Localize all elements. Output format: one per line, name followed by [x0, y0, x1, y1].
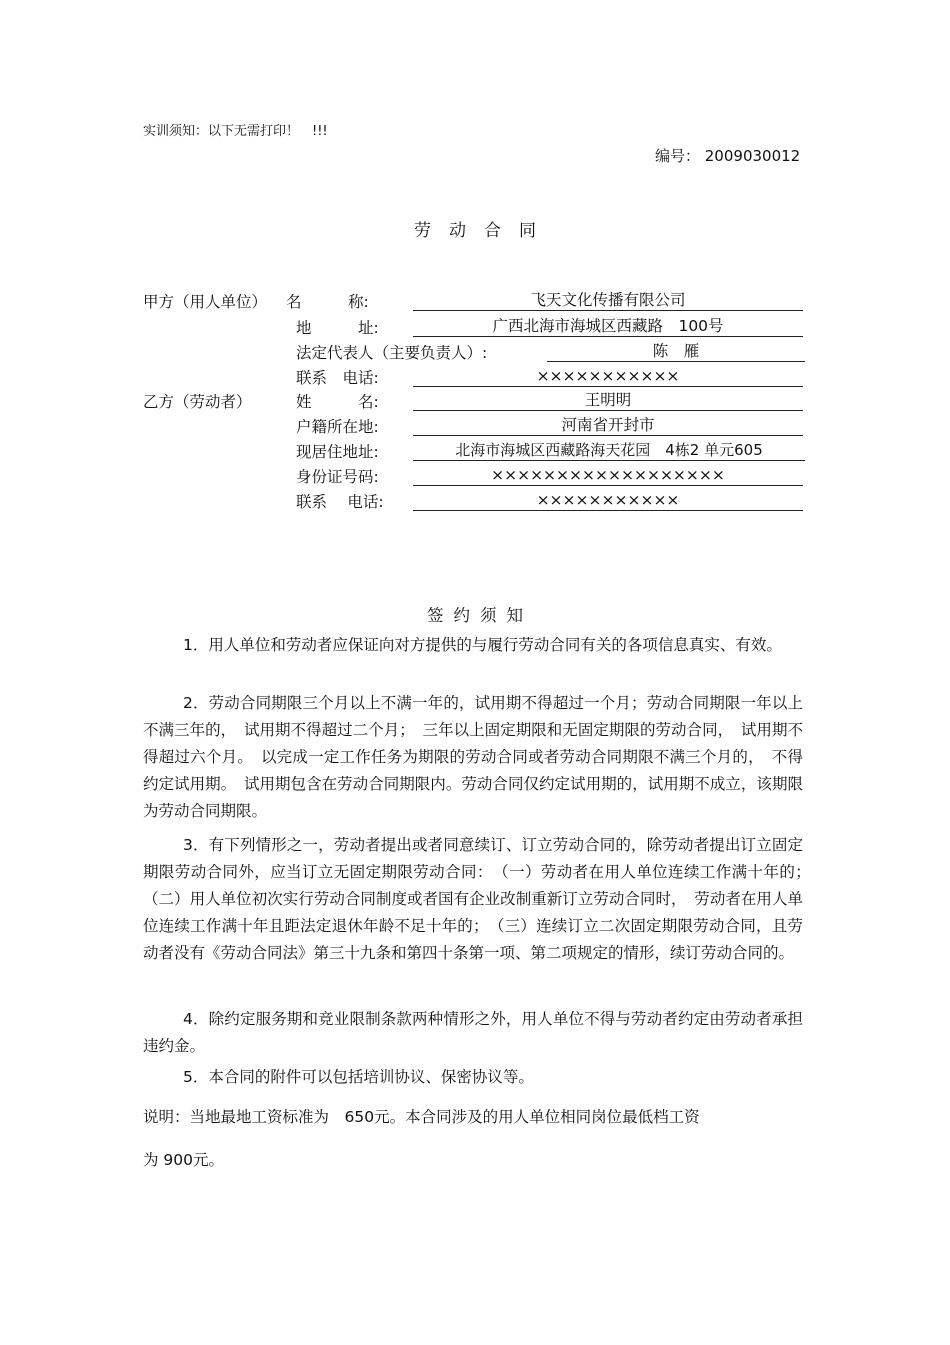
party-a-heading: 甲方（用人单位）: [143, 293, 268, 311]
minimum-wage-note-line1: 说明：当地最地工资标准为 650元。本合同涉及的用人单位相同岗位最低档工资: [143, 1108, 700, 1126]
party-b-residence-label: 现居住地址:: [296, 443, 379, 461]
party-b-phone-label: 联系 电话:: [296, 493, 384, 511]
party-b-id-value: ××××××××××××××××××: [413, 465, 803, 486]
party-a-phone-label: 联系 电话:: [296, 369, 379, 387]
party-a-name-value: 飞天文化传播有限公司: [413, 290, 803, 311]
training-notice: 实训须知：以下无需打印！ !!!: [143, 124, 328, 139]
notice-item-3: 3．有下列情形之一，劳动者提出或者同意续订、订立劳动合同的，除劳动者提出订立固定期限劳动合同外，应当订立无固定期限劳动合同： （一）劳动者在用人单位连续工作满十年的； （二）用人单位初次实行劳动合同制度或者国有企业改制重新订立劳动合同时， 劳动者在用人单位连续工作满十年且距法定退休年龄不足十年的； （三）连续订立二次固定期限劳动合同，且劳动者没有《劳动合同法》第三十九条和第四十条第一项、第二项规定的情形，续订劳动合同的。: [143, 836, 819, 962]
party-b-residence-value: 北海市海城区西藏路海天花园 4栋2 单元605: [413, 440, 805, 461]
party-b-household-value: 河南省开封市: [413, 415, 803, 436]
notice-item-4: 4．除约定服务期和竞业限制条款两种情形之外，用人单位不得与劳动者约定由劳动者承担违约金。: [143, 1010, 803, 1055]
party-b-household-label: 户籍所在地:: [296, 418, 379, 436]
notice-item-5: 5．本合同的附件可以包括培训协议、保密协议等。: [183, 1068, 534, 1086]
minimum-wage-note-line2: 为 900元。: [143, 1151, 225, 1169]
party-a-name-label: 名 称:: [286, 293, 369, 311]
document-title: 劳动合同: [414, 221, 554, 241]
party-a-representative-value: 陈 雁: [547, 341, 805, 362]
party-a-address-value: 广西北海市海城区西藏路 100号: [413, 316, 803, 337]
party-b-name-label: 姓 名:: [296, 393, 379, 411]
party-b-phone-value: ×××××××××××: [413, 490, 803, 511]
party-a-address-label: 地 址:: [296, 319, 379, 337]
notice-item-2: 2．劳动合同期限三个月以上不满一年的，试用期不得超过一个月；劳动合同期限一年以上不满三年的， 试用期不得超过二个月； 三年以上固定期限和无固定期限的劳动合同， 试用期不得超过六个月。 以完成一定工作任务为期限的劳动合同或者劳动合同期限不满三个月的， 不得约定试用期。 试用期包含在劳动合同期限内。劳动合同仅约定试用期的，试用期不成立，该期限为劳动合同期限。: [143, 694, 803, 820]
party-a-representative-label: 法定代表人（主要负责人）:: [296, 344, 488, 362]
party-b-id-label: 身份证号码:: [296, 468, 379, 486]
party-b-name-value: 王明明: [413, 390, 803, 411]
contract-serial-number: 编号： 2009030012: [655, 147, 801, 165]
signing-notice-title: 签约须知: [427, 606, 533, 625]
party-b-heading: 乙方（劳动者）: [143, 393, 252, 411]
party-a-phone-value: ×××××××××××: [413, 366, 803, 387]
notice-item-1: 1．用人单位和劳动者应保证向对方提供的与履行劳动合同有关的各项信息真实、有效。: [183, 636, 782, 654]
